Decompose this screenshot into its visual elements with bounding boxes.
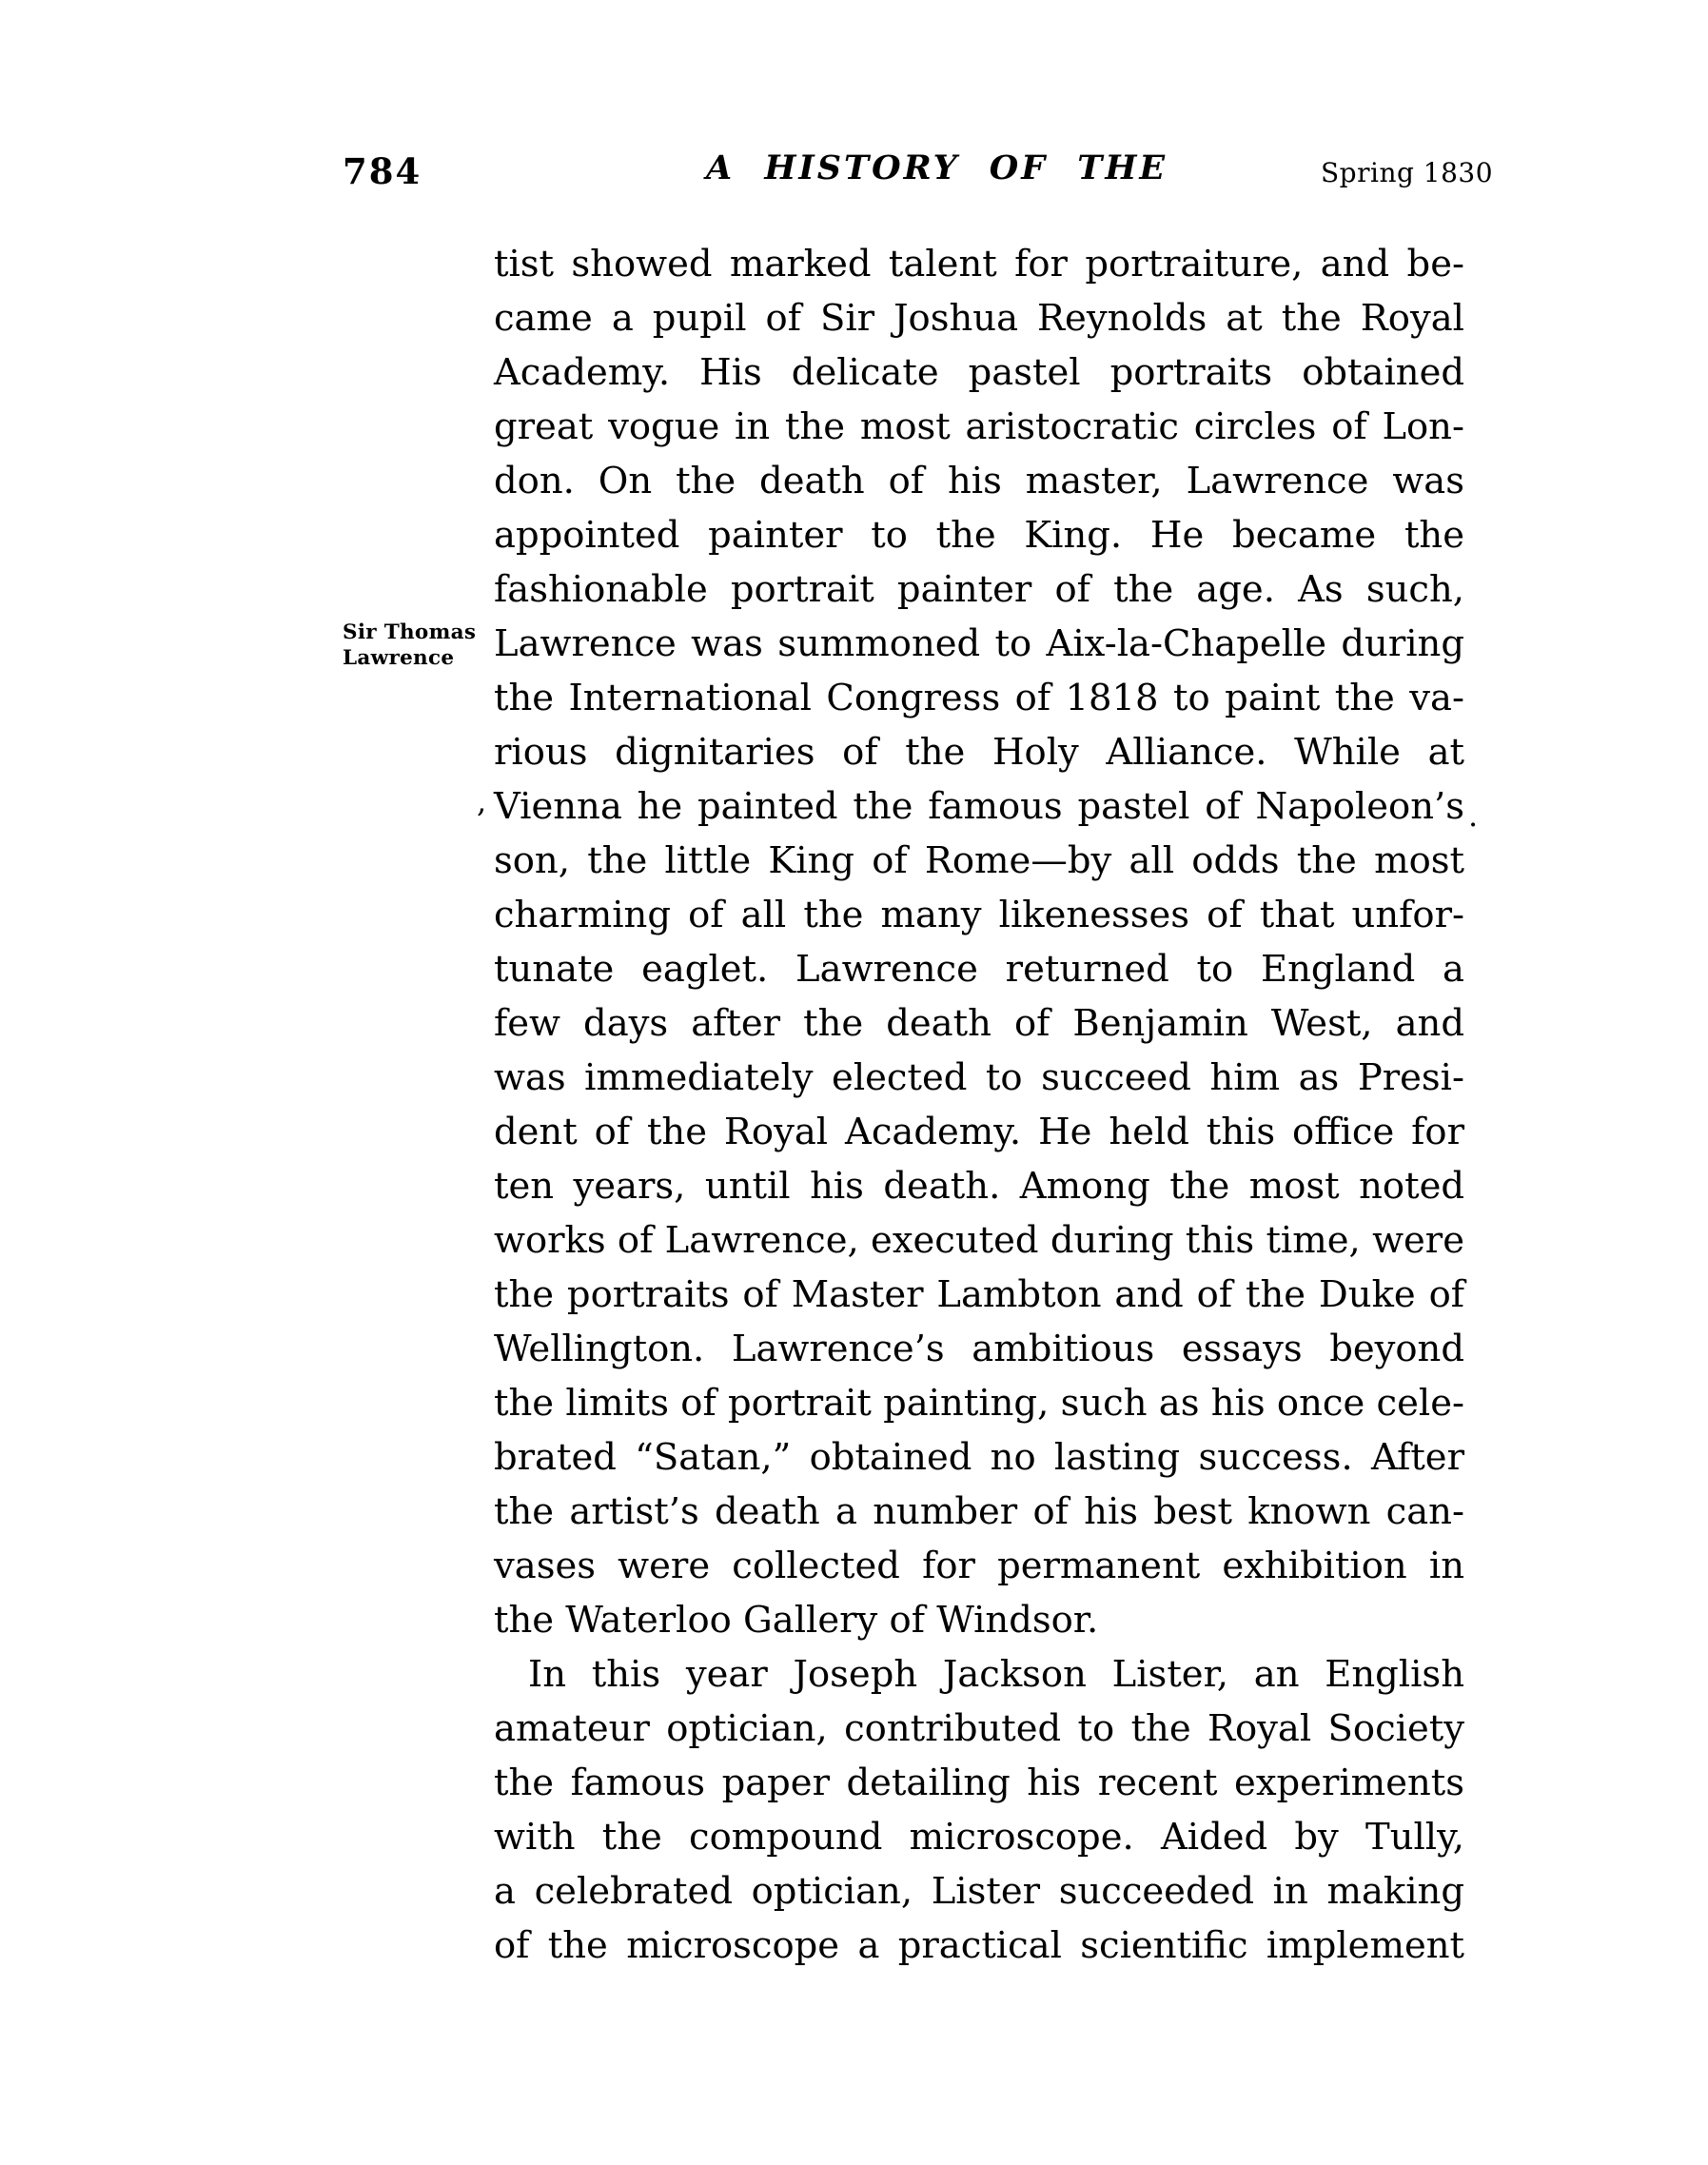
text-line: dent of the Royal Academy. He held this office for	[494, 1111, 1464, 1153]
text-line: Lawrence was summoned to Aix-la-Chapelle during	[494, 622, 1464, 665]
text-line: tunate eaglet. Lawrence returned to England a	[494, 948, 1464, 991]
text-line: don. On the death of his master, Lawrence was	[494, 460, 1464, 502]
scan-speck-comma: ,	[477, 783, 487, 819]
scan-speck-dot: .	[1468, 797, 1479, 834]
text-line: came a pupil of Sir Joshua Reynolds at the Royal	[494, 297, 1464, 340]
margin-note-line: Lawrence	[343, 646, 455, 670]
text-line-paragraph-end: the Waterloo Gallery of Windsor.	[494, 1599, 1099, 1642]
text-line: of the microscope a practical scientific implement	[494, 1924, 1464, 1967]
text-line: charming of all the many likenesses of that unfor-	[494, 894, 1464, 936]
text-line: appointed painter to the King. He became the	[494, 514, 1464, 557]
text-line: ten years, until his death. Among the most noted	[494, 1165, 1464, 1208]
body-text	[494, 237, 1464, 1973]
text-line: the limits of portrait painting, such as his once cele-	[494, 1382, 1464, 1425]
text-line: the famous paper detailing his recent experiments	[494, 1762, 1464, 1804]
margin-note	[343, 620, 493, 671]
text-line: few days after the death of Benjamin West, and	[494, 1002, 1464, 1045]
margin-note-line: Sir Thomas	[343, 620, 477, 644]
text-line: Vienna he painted the famous pastel of Napoleon’s	[494, 785, 1464, 828]
text-line: with the compound microscope. Aided by Tully,	[494, 1816, 1464, 1859]
text-line: rious dignitaries of the Holy Alliance. While at	[494, 731, 1464, 774]
text-line: Wellington. Lawrence’s ambitious essays beyond	[494, 1328, 1464, 1370]
page-number: 784	[343, 150, 422, 192]
text-line: the portraits of Master Lambton and of the Duke of	[494, 1273, 1464, 1316]
text-line: fashionable portrait painter of the age. As such,	[494, 568, 1464, 611]
text-line: Academy. His delicate pastel portraits obtained	[494, 351, 1464, 394]
running-title: A HISTORY OF THE	[706, 148, 1168, 187]
text-line: son, the little King of Rome—by all odds the most	[494, 839, 1464, 882]
text-line: vases were collected for permanent exhibition in	[494, 1545, 1464, 1587]
text-line: was immediately elected to succeed him as Presi-	[494, 1056, 1464, 1099]
text-line-paragraph-start: In this year Joseph Jackson Lister, an English	[528, 1653, 1464, 1696]
text-line: a celebrated optician, Lister succeeded in making	[494, 1870, 1464, 1913]
text-line: great vogue in the most aristocratic circles of Lon-	[494, 405, 1464, 448]
text-line: the International Congress of 1818 to paint the va-	[494, 677, 1464, 719]
text-line: tist showed marked talent for portraiture, and be-	[494, 243, 1464, 285]
text-line: amateur optician, contributed to the Royal Society	[494, 1707, 1464, 1750]
text-line: the artist’s death a number of his best known can-	[494, 1490, 1464, 1533]
text-line: brated “Satan,” obtained no lasting success. After	[494, 1436, 1464, 1479]
edition-date: Spring 1830	[1321, 157, 1494, 188]
text-line: works of Lawrence, executed during this time, were	[494, 1219, 1464, 1262]
